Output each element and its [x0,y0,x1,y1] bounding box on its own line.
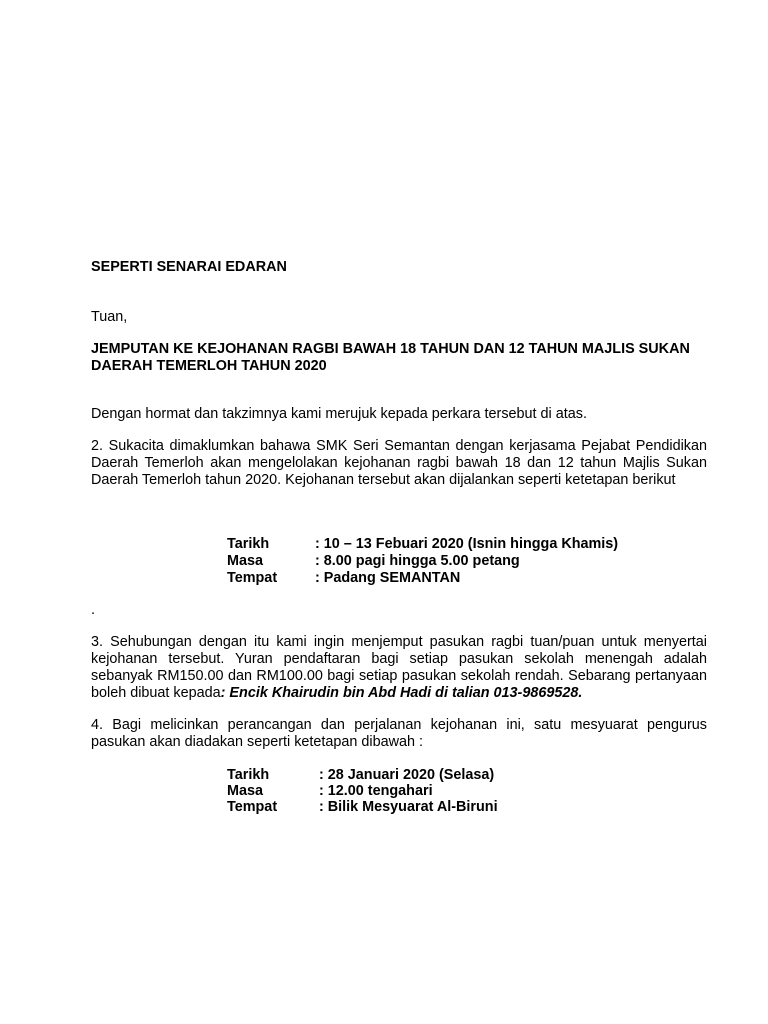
event-date-value: : 10 – 13 Febuari 2020 (Isnin hingga Khamis) [315,536,619,552]
event-time-value: : 8.00 pagi hingga 5.00 petang [315,553,520,569]
event-date-label: Tarikh [227,536,270,552]
paragraph-1: Dengan hormat dan takzimnya kami merujuk kepada perkara tersebut di atas. [91,406,587,422]
stray-dot: . [91,602,95,618]
event-venue-label: Tempat [227,570,278,586]
subject-line-2: DAERAH TEMERLOH TAHUN 2020 [91,358,327,374]
paragraph-3 [91,634,707,702]
recipient-line: SEPERTI SENARAI EDARAN [91,259,287,275]
meeting-time-value: : 12.00 tengahari [319,783,433,799]
salutation: Tuan, [91,309,128,325]
paragraph-2: 2. Sukacita dimaklumkan bahawa SMK Seri Semantan dengan kerjasama Pejabat Pendidikan Daerah Temerloh akan mengelolakan kejohanan ragbi bawah 18 dan 12 tahun Majlis Sukan Daerah Temerloh tahun 2020. Kejohanan tersebut akan dijalankan seperti ketetapan berikut [91,438,707,488]
paragraph-4: 4. Bagi melicinkan perancangan dan perjalanan kejohanan ini, satu mesyuarat pengurus pasukan akan diadakan seperti ketetapan dibawah : [91,717,707,750]
contact-person: : Encik Khairudin bin Abd Hadi di talian 013-9869528. [220,685,583,701]
meeting-date-value: : 28 Januari 2020 (Selasa) [319,767,495,783]
event-venue-value: : Padang SEMANTAN [315,570,461,586]
subject-line-1: JEMPUTAN KE KEJOHANAN RAGBI BAWAH 18 TAHUN DAN 12 TAHUN MAJLIS SUKAN [91,341,690,357]
meeting-date-label: Tarikh [227,767,270,783]
meeting-time-label: Masa [227,783,263,799]
meeting-venue-value: : Bilik Mesyuarat Al-Biruni [319,799,498,815]
paragraph-3-text: 3. Sehubungan dengan itu kami ingin menjemput pasukan ragbi tuan/puan untuk menyertai kejohanan tersebut. Yuran pendaftaran bagi setiap pasukan sekolah menengah adalah sebanyak RM150.00 dan RM100.00 bagi setiap pasukan sekolah rendah. Sebarang pertanyaan boleh dibuat kepada [91,634,707,701]
meeting-venue-label: Tempat [227,799,278,815]
event-time-label: Masa [227,553,263,569]
